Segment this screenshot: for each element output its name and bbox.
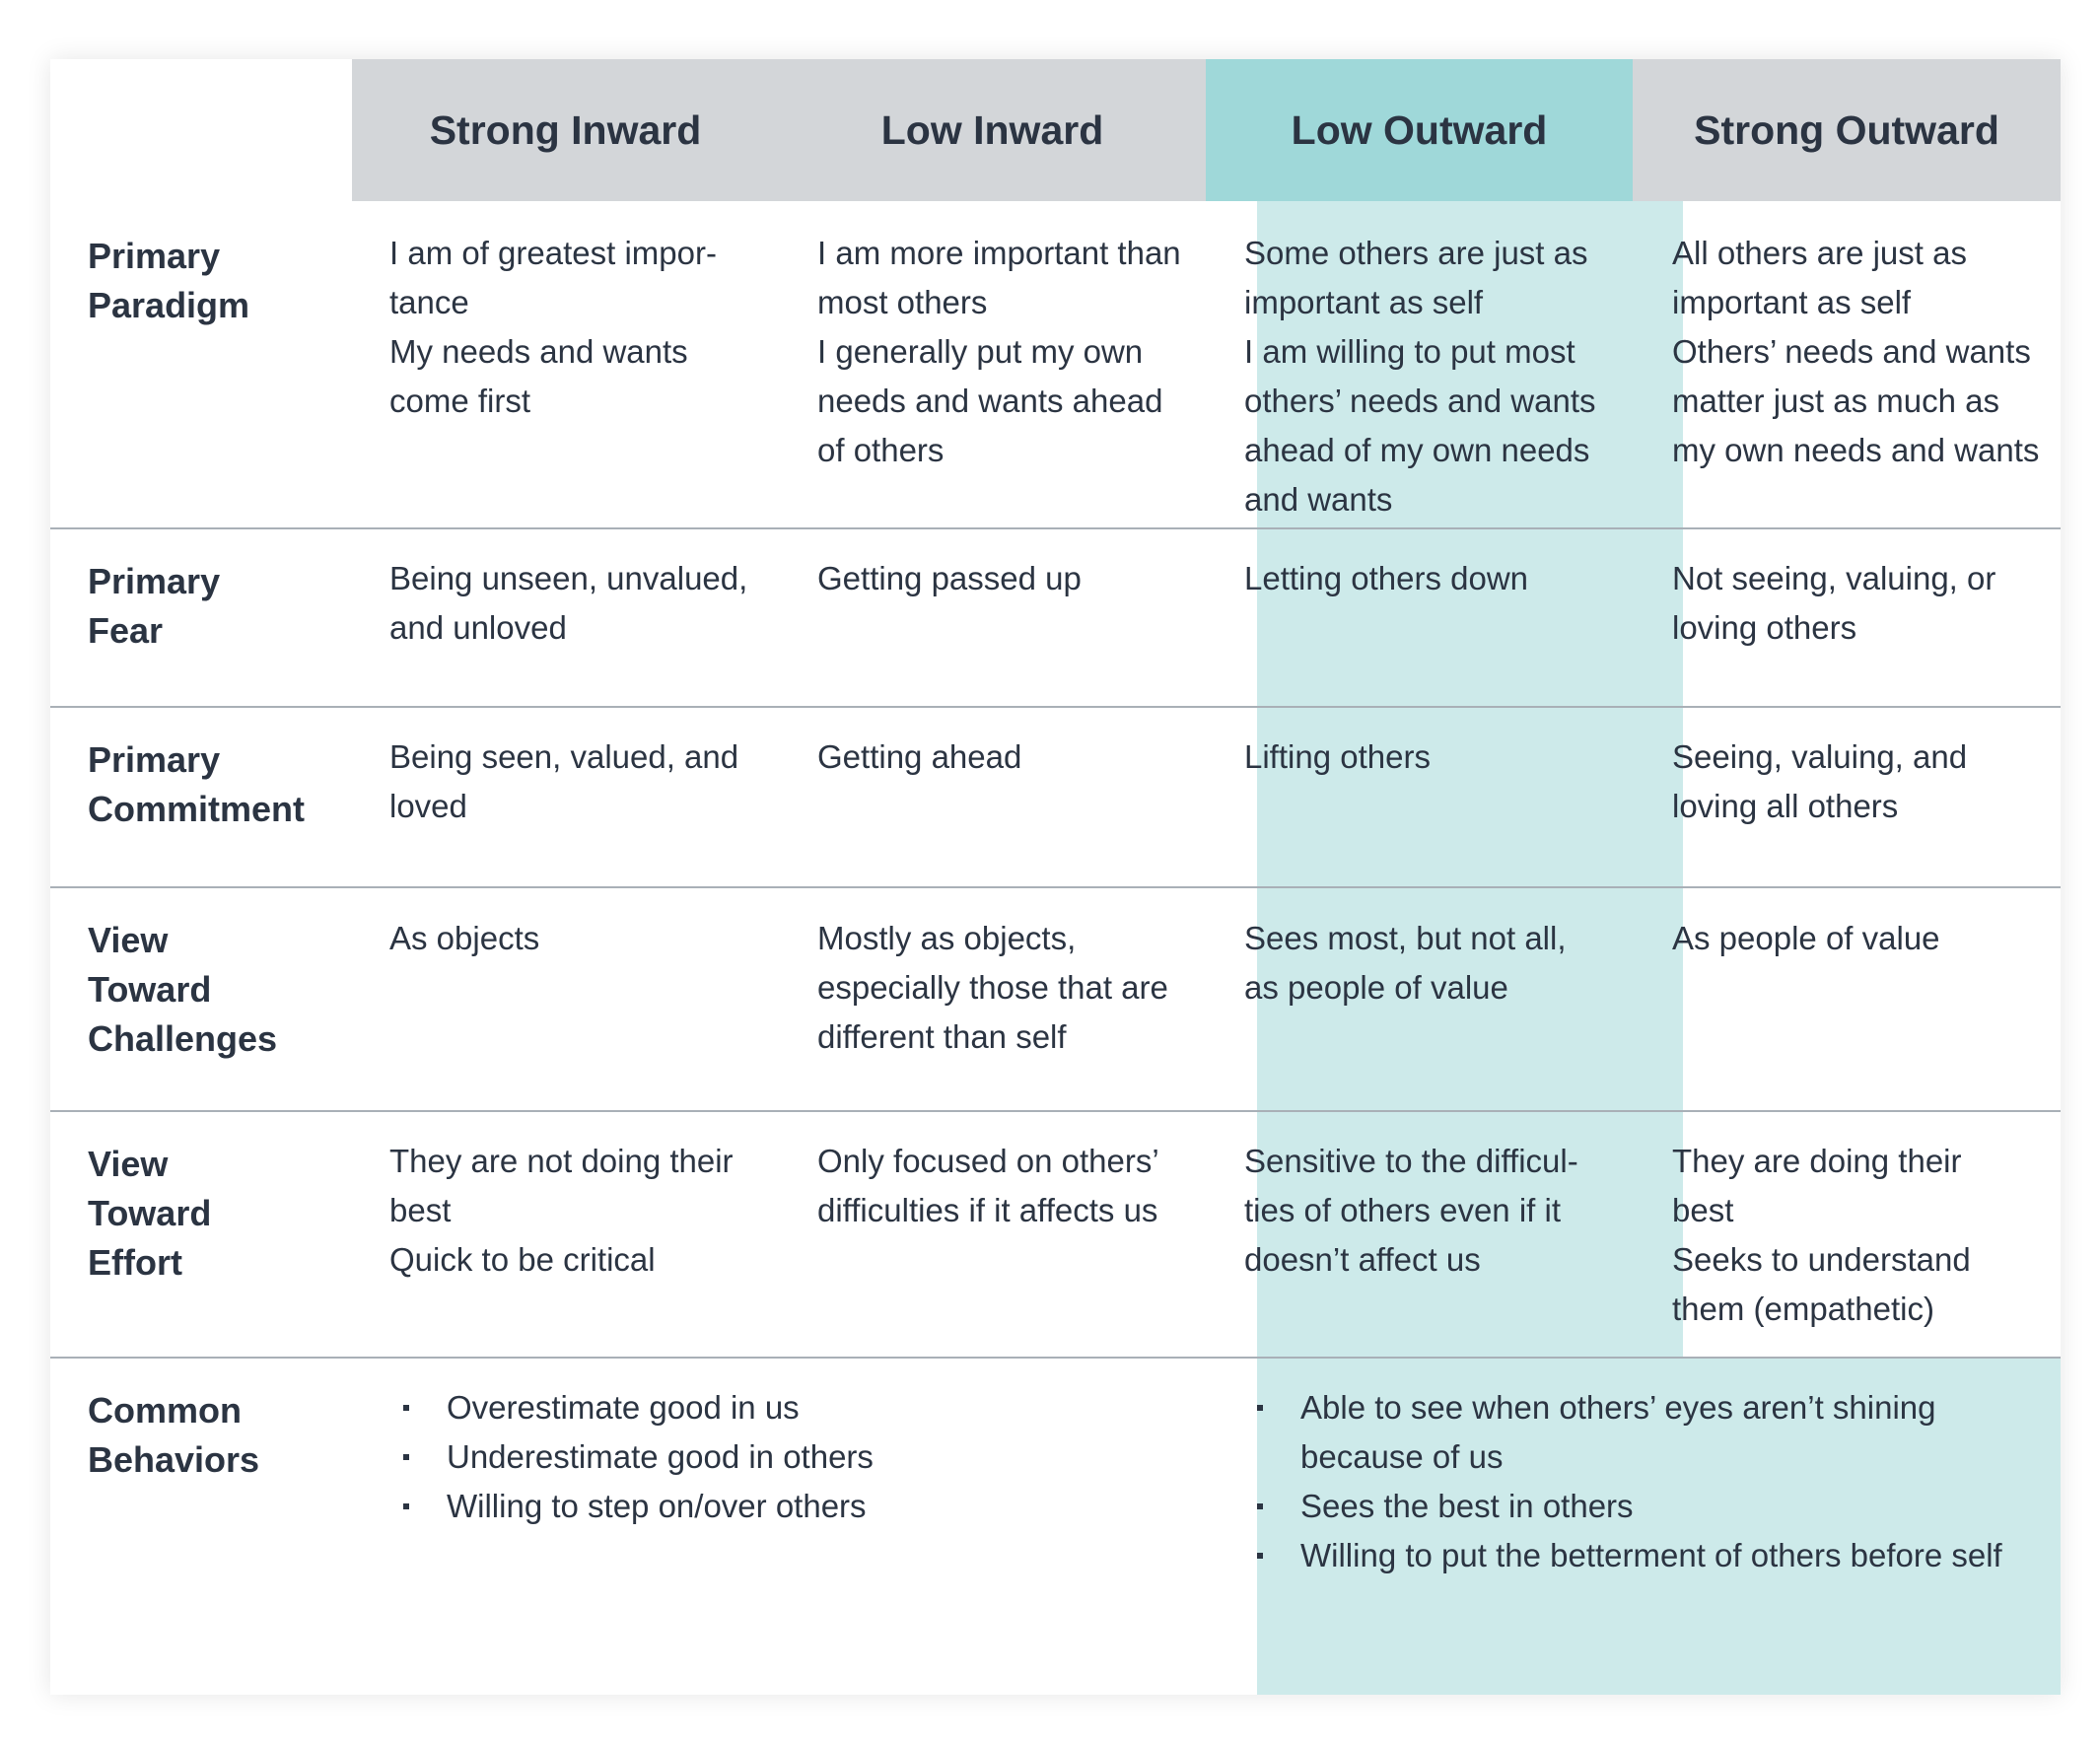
cell-strong-outward: They are doing their best Seeks to understand them (empathetic) [1672, 1143, 1971, 1327]
list-item: Willing to step on/over others [403, 1482, 1212, 1531]
cell-strong-inward: Being unseen, unvalued, and unloved [389, 560, 748, 646]
cell-strong-outward: Seeing, valuing, and loving all others [1672, 738, 1968, 824]
cell-strong-inward: I am of greatest impor- tance My needs and wants come first [389, 235, 717, 419]
comparison-table [50, 59, 2061, 1695]
cell-low-outward: Sees most, but not all, as people of value [1244, 920, 1567, 1006]
cell-low-inward: Only focused on others’ difficulties if it affects us [817, 1143, 1159, 1228]
row-divider [50, 886, 2061, 888]
list-item: Sees the best in others [1257, 1482, 2046, 1531]
list-item: Willing to put the betterment of others before self [1257, 1531, 2046, 1580]
row-label: View Toward Challenges [88, 920, 278, 1059]
list-item: Able to see when others’ eyes aren’t shining because of us [1257, 1383, 2046, 1482]
row-label: Common Behaviors [88, 1390, 260, 1480]
cell-low-inward: Getting passed up [817, 560, 1082, 596]
column-header-strong-outward: Strong Outward [1633, 59, 2061, 201]
cell-low-inward: Mostly as objects, especially those that are different than self [817, 920, 1168, 1055]
column-header-strong-inward: Strong Inward [352, 59, 779, 201]
row-label: Primary Fear [88, 561, 221, 651]
cell-strong-outward: Not seeing, valuing, or loving others [1672, 560, 1996, 646]
list-item: Overestimate good in us [403, 1383, 1212, 1432]
cell-low-outward: Sensitive to the difficul- ties of others even if it doesn’t affect us [1244, 1143, 1578, 1278]
list-item: Underestimate good in others [403, 1432, 1212, 1482]
column-header-low-inward: Low Inward [779, 59, 1206, 201]
cell-strong-inward: Being seen, valued, and loved [389, 738, 739, 824]
outward-behaviors-list [1257, 1383, 2046, 1580]
row-label: View Toward Effort [88, 1144, 212, 1283]
cell-low-inward: Getting ahead [817, 738, 1022, 775]
cell-low-outward: Letting others down [1244, 560, 1529, 596]
row-label: Primary Commitment [88, 739, 306, 829]
row-divider [50, 1110, 2061, 1112]
row-divider [50, 1357, 2061, 1359]
cell-strong-outward: As people of value [1672, 920, 1940, 956]
cell-low-inward: I am more important than most others I generally put my own needs and wants ahead of others [817, 235, 1181, 468]
row-divider [50, 527, 2061, 529]
inward-behaviors-list [403, 1383, 1212, 1531]
row-label: Primary Paradigm [88, 236, 250, 325]
column-header-row [352, 59, 2061, 201]
row-divider [50, 706, 2061, 708]
column-header-low-outward: Low Outward [1206, 59, 1633, 201]
cell-strong-inward: As objects [389, 920, 540, 956]
cell-strong-outward: All others are just as important as self Others’ needs and wants matter just as much as my own needs and wants [1672, 235, 2040, 468]
cell-low-outward: Some others are just as important as self I am willing to put most others’ needs and wants ahead of my own needs and wants [1244, 235, 1596, 518]
cell-low-outward: Lifting others [1244, 738, 1431, 775]
cell-strong-inward: They are not doing their best Quick to be critical [389, 1143, 734, 1278]
